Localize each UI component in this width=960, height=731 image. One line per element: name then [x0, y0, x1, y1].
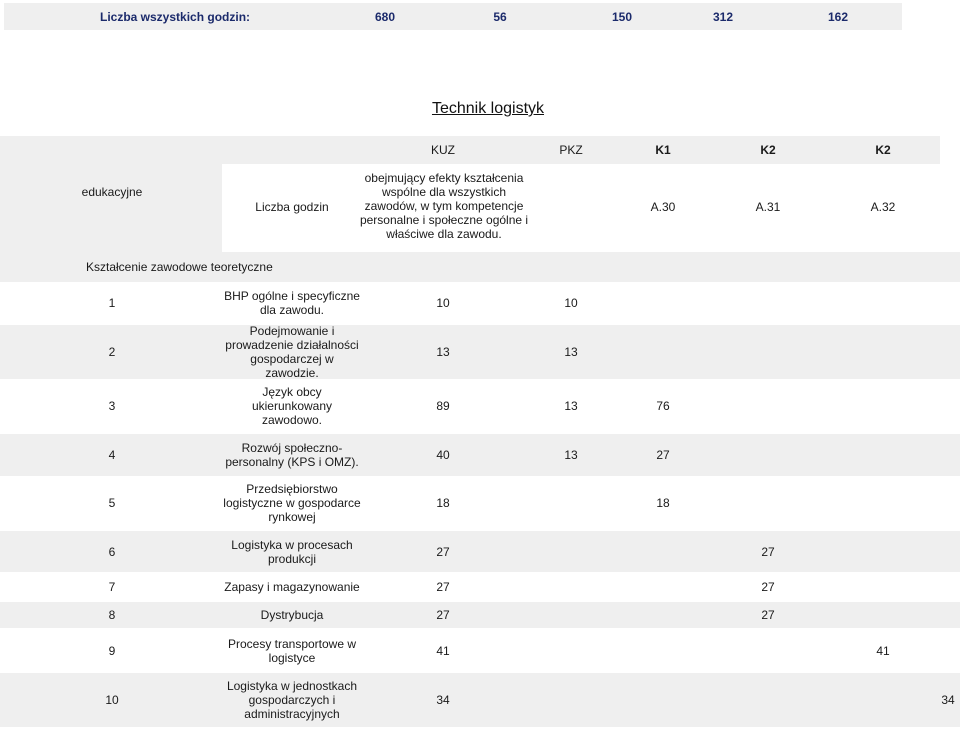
- row-9-name: Procesy transportowe w logistyce: [227, 637, 357, 665]
- row-8-nr: 8: [108, 608, 116, 622]
- section-title: Kształcenie zawodowe teoretyczne: [86, 260, 273, 274]
- row-9-k2a: [738, 630, 798, 672]
- row-band: [0, 325, 960, 379]
- totals-value-k1: 312: [712, 9, 734, 24]
- row-7-nr: 7: [108, 580, 116, 594]
- row-band: [0, 434, 960, 476]
- row-9-nr: 9: [108, 644, 116, 658]
- header-pkz: PKZ: [559, 143, 583, 157]
- row-7-k1: [633, 573, 693, 601]
- totals-label: Liczba wszystkich godzin:: [100, 9, 251, 24]
- row-2-nr: 2: [108, 345, 116, 359]
- subheader-edukacyjne: edukacyjne: [81, 185, 143, 199]
- row-2-name: Podejmowanie i prowadzenie działalności gospodarczej w zawodzie.: [225, 324, 359, 380]
- subheader-a30: A.30: [650, 200, 676, 214]
- row-6-k2a: 27: [761, 544, 775, 559]
- row-10-nr: 10: [105, 693, 119, 707]
- row-7-hours: 27: [436, 580, 450, 594]
- row-3-pkz: 13: [564, 399, 578, 413]
- row-9-pkz: [541, 630, 601, 672]
- row-4-nr: 4: [108, 448, 116, 462]
- row-10-k2b: 34: [941, 693, 955, 707]
- row-5-k2a: [738, 476, 798, 530]
- row-4-k1: 27: [656, 448, 670, 462]
- row-6-nr: 6: [108, 544, 116, 559]
- totals-value-hours: 680: [374, 9, 396, 24]
- row-10-hours: 34: [436, 693, 450, 707]
- row-8-hours: 27: [436, 608, 450, 622]
- row-10-k2a: [738, 673, 798, 727]
- row-5-k1: 18: [656, 496, 670, 510]
- subheader-a32: A.32: [870, 200, 896, 214]
- header-k2-a: K2: [760, 143, 776, 157]
- row-9-k1: [633, 630, 693, 672]
- row-4-k2a: [738, 434, 798, 476]
- row-2-k1: [633, 325, 693, 379]
- row-8-k2b: [853, 602, 913, 628]
- row-4-pkz: 13: [564, 448, 578, 462]
- row-5-pkz: [541, 476, 601, 530]
- row-10-pkz: [541, 673, 601, 727]
- row-6-k1: [633, 531, 693, 572]
- row-3-name: Język obcy ukierunkowany zawodowo.: [251, 385, 333, 427]
- row-5-nr: 5: [108, 496, 116, 510]
- header-kuz: KUZ: [431, 143, 455, 157]
- row-3-hours: 89: [436, 399, 450, 413]
- row-2-hours: 13: [436, 345, 450, 359]
- row-2-pkz: 13: [564, 345, 578, 359]
- row-3-k2b: [853, 380, 913, 432]
- row-5-hours: 18: [436, 496, 450, 510]
- row-4-name: Rozwój społeczno- personalny (KPS i OMZ).: [225, 441, 359, 469]
- row-5-name: Przedsiębiorstwo logistyczne w gospodarce rynkowej: [223, 482, 361, 524]
- header-k2-b: K2: [875, 143, 891, 157]
- row-8-k2a: 27: [761, 608, 775, 622]
- row-6-pkz: [541, 531, 601, 572]
- row-4-k2b: [853, 434, 913, 476]
- row-8-k1: [633, 602, 693, 628]
- row-7-name: Zapasy i magazynowanie: [224, 580, 360, 594]
- row-1-nr: 1: [108, 295, 116, 310]
- row-3-k1: 76: [656, 399, 670, 413]
- row-10-k1: [633, 673, 693, 727]
- subheader-a31: A.31: [755, 200, 781, 214]
- row-4-hours: 40: [436, 448, 450, 462]
- row-1-hours: 10: [436, 295, 450, 310]
- totals-value-k2: 162: [827, 9, 849, 24]
- row-3-k2a: [738, 380, 798, 432]
- row-band: [0, 531, 960, 572]
- row-1-k1: [633, 282, 693, 323]
- totals-value-kuz: 56: [493, 9, 507, 24]
- row-5-k2b: [853, 476, 913, 530]
- row-3-nr: 3: [108, 399, 116, 413]
- row-9-k2b: 41: [876, 644, 890, 658]
- row-10-name: Logistyka w jednostkach gospodarczych i administracyjnych: [226, 679, 358, 721]
- row-1-k2a: [738, 282, 798, 323]
- row-1-name: BHP ogólne i specyficzne dla zawodu.: [224, 288, 360, 317]
- row-1-k2b: [853, 282, 913, 323]
- row-8-pkz: [541, 602, 601, 628]
- page-title: Technik logistyk: [431, 100, 545, 117]
- row-7-pkz: [541, 573, 601, 601]
- row-7-k2a: 27: [761, 580, 775, 594]
- row-1-pkz: 10: [564, 295, 578, 310]
- row-2-k2b: [853, 325, 913, 379]
- row-band: [0, 673, 960, 727]
- row-2-k2a: [738, 325, 798, 379]
- row-7-k2b: [853, 573, 913, 601]
- row-8-name: Dystrybucja: [260, 608, 324, 622]
- header-k1: K1: [655, 143, 671, 157]
- subheader-kuz-description: obejmujący efekty kształcenia wspólne dla wszystkich zawodów, w tym kompetencje personalne i społeczne ogólne i właściwe dla zawodu.: [359, 171, 529, 241]
- row-6-hours: 27: [436, 544, 450, 559]
- subheader-liczba-godzin: Liczba godzin: [255, 200, 329, 214]
- row-6-k2b: [853, 531, 913, 572]
- row-6-name: Logistyka w procesach produkcji: [231, 537, 353, 566]
- row-9-hours: 41: [436, 644, 450, 658]
- row-band: [0, 602, 960, 628]
- totals-value-pkz: 150: [611, 9, 633, 24]
